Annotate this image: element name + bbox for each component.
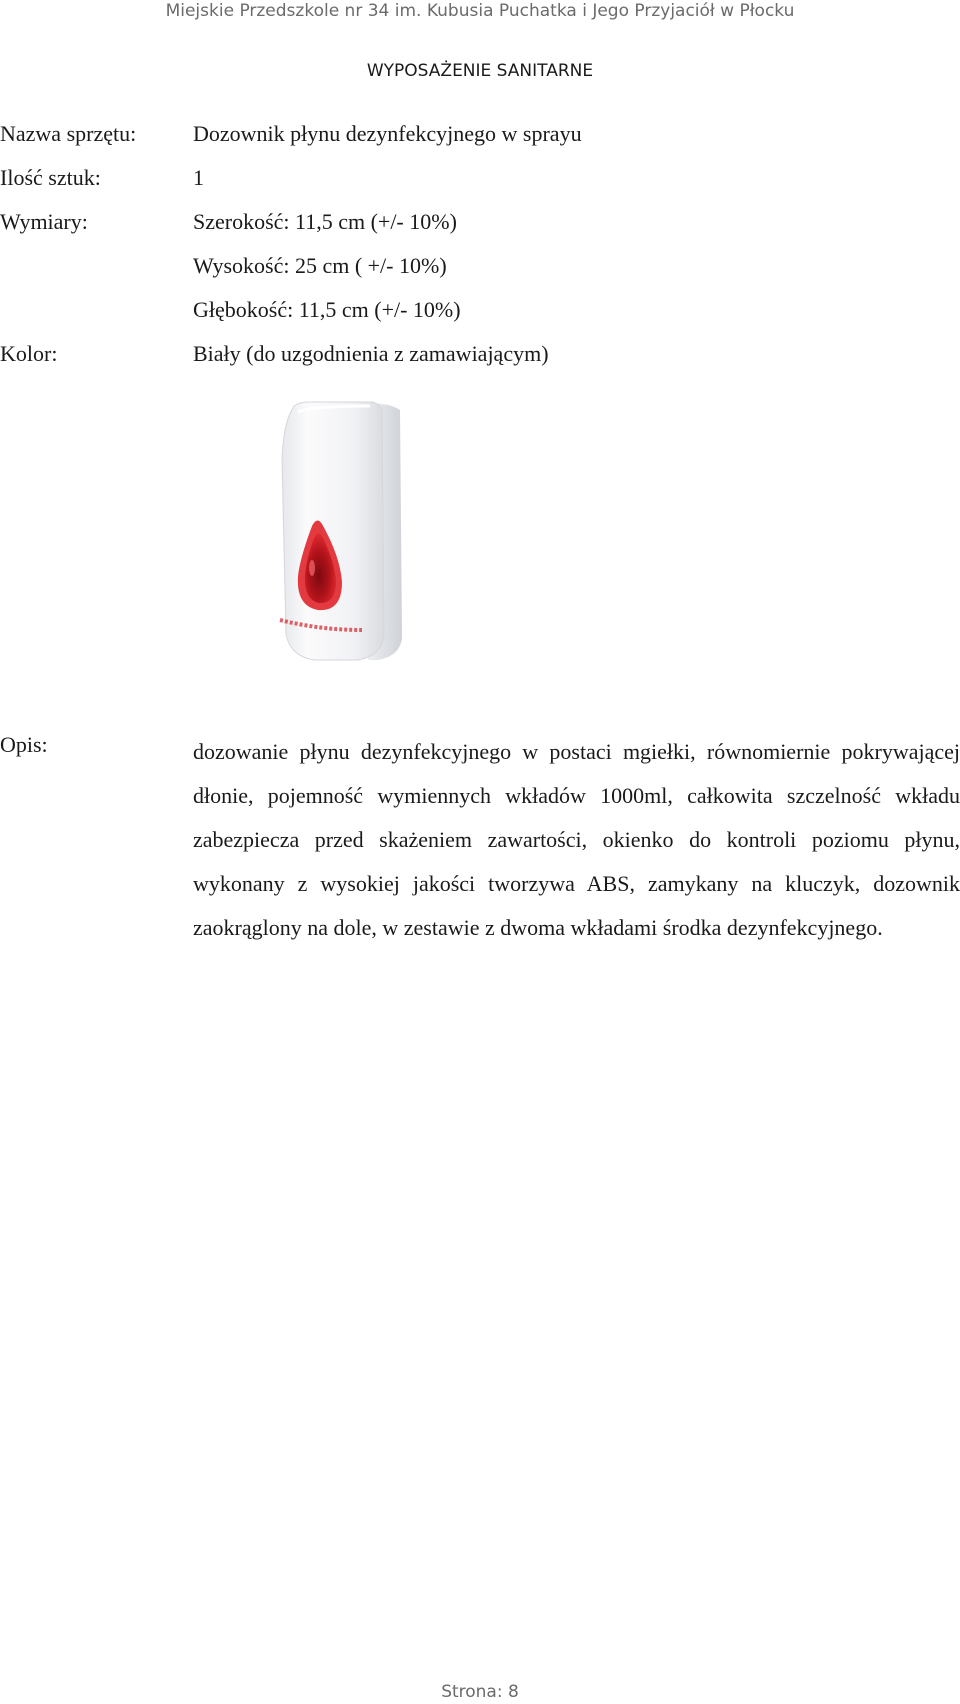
width-value: Szerokość: 11,5 cm (+/- 10%) (193, 209, 457, 234)
quantity-label: Ilość sztuk: (0, 165, 101, 190)
dimensions-label: Wymiary: (0, 209, 88, 234)
depth-value: Głębokość: 11,5 cm (+/- 10%) (193, 297, 461, 322)
soap-dispenser-photo (250, 398, 450, 664)
color-label: Kolor: (0, 341, 58, 366)
description-text: dozowanie płynu dezynfekcyjnego w postaci mgiełki, równomiernie pokrywającej dłonie, pojemność wymiennych wkładów 1000ml, całkowita szczelność wkładu zabezpiecza przed skażeniem zawartości, okienko do kontroli poziomu płynu, wykonany z wysokiej jakości tworzywa ABS, zamykany na kluczyk, dozownik zaokrąglony na dole, w zestawie z dwoma wkładami środka dezynfekcyjnego. (193, 739, 960, 940)
name-label: Nazwa sprzętu: (0, 121, 137, 146)
page-number: Strona: 8 (441, 1682, 519, 1702)
quantity-value: 1 (193, 165, 204, 190)
color-value: Biały (do uzgodnienia z zamawiającym) (193, 341, 549, 366)
description-label: Opis: (0, 732, 48, 757)
height-value: Wysokość: 25 cm ( +/- 10%) (193, 253, 447, 278)
school-header: Miejskie Przedszkole nr 34 im. Kubusia Puchatka i Jego Przyjaciół w Płocku (165, 1, 795, 21)
soap-dispenser-icon (250, 398, 450, 664)
section-title: WYPOSAŻENIE SANITARNE (366, 61, 594, 81)
name-value: Dozownik płynu dezynfekcyjnego w sprayu (193, 121, 582, 146)
